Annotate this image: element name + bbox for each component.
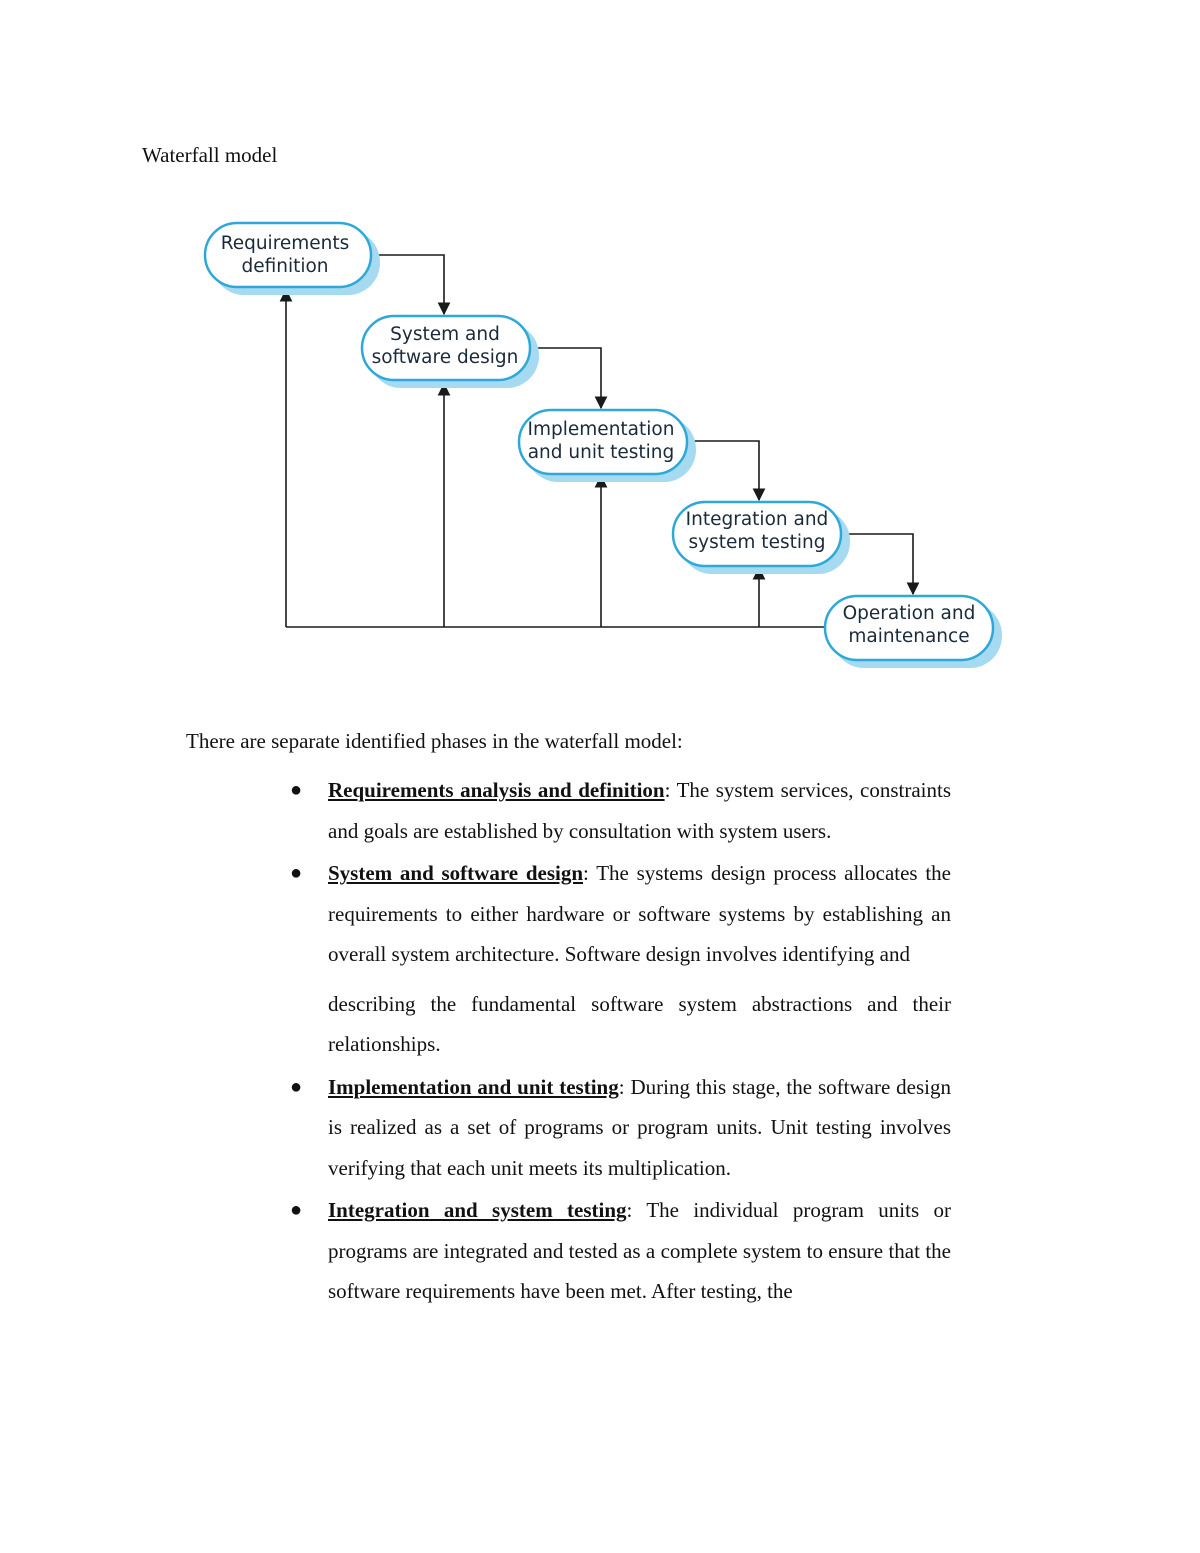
node-system-software-design — [362, 316, 539, 388]
list-item — [290, 770, 951, 851]
node-label: Integration and — [685, 509, 829, 530]
list-item — [290, 853, 951, 1065]
document-title: Waterfall model — [142, 143, 278, 167]
phase-description: : The systems design process allocates the requirements to either hardware or software systems by establishing an overall system architecture. Software design involves identifying and — [328, 861, 951, 966]
node-label: Implementation — [527, 419, 675, 440]
arrow-req-to-design — [370, 255, 444, 314]
node-requirements-definition — [205, 223, 380, 295]
bullet-icon: ● — [290, 862, 303, 884]
node-label: System and — [390, 324, 500, 345]
phase-list — [290, 770, 951, 1314]
list-item — [290, 1067, 951, 1189]
node-label: system testing — [688, 532, 826, 553]
node-implementation-unit-testing — [519, 410, 696, 482]
node-integration-system-testing — [673, 502, 850, 574]
intro-text: There are separate identified phases in the waterfall model: — [186, 729, 683, 753]
bullet-icon: ● — [290, 779, 303, 801]
bullet-icon: ● — [290, 1075, 303, 1098]
node-operation-maintenance — [825, 596, 1002, 668]
node-label: software design — [371, 347, 519, 368]
phase-description-continued: describing the fundamental software system abstractions and their relationships. — [328, 991, 951, 1056]
node-label: and unit testing — [527, 442, 675, 463]
list-item — [290, 1190, 951, 1312]
phase-term: System and software design — [328, 861, 584, 885]
phase-description: : The individual program units or programs are integrated and tested as a complete system to ensure that the software requirements have been met. After testing, the — [328, 1198, 951, 1303]
bullet-icon: ● — [290, 1199, 303, 1221]
phase-term: Implementation and unit testing — [328, 1074, 619, 1099]
phase-description: : During this stage, the software design is realized as a set of programs or program units. Unit testing involves verifying that each unit meets its multiplication. — [328, 1074, 951, 1180]
phase-term: Requirements analysis and definition — [328, 778, 665, 802]
node-label: Requirements — [220, 233, 350, 254]
arrow-impl-to-integ — [685, 441, 759, 500]
waterfall-diagram — [0, 0, 1200, 700]
phase-term: Integration and system testing — [328, 1198, 627, 1222]
phase-description: : The system services, constraints and goals are established by consultation with system users. — [328, 778, 952, 843]
node-label: maintenance — [848, 626, 970, 647]
node-label: Operation and — [842, 603, 976, 624]
node-label: definition — [241, 256, 329, 277]
